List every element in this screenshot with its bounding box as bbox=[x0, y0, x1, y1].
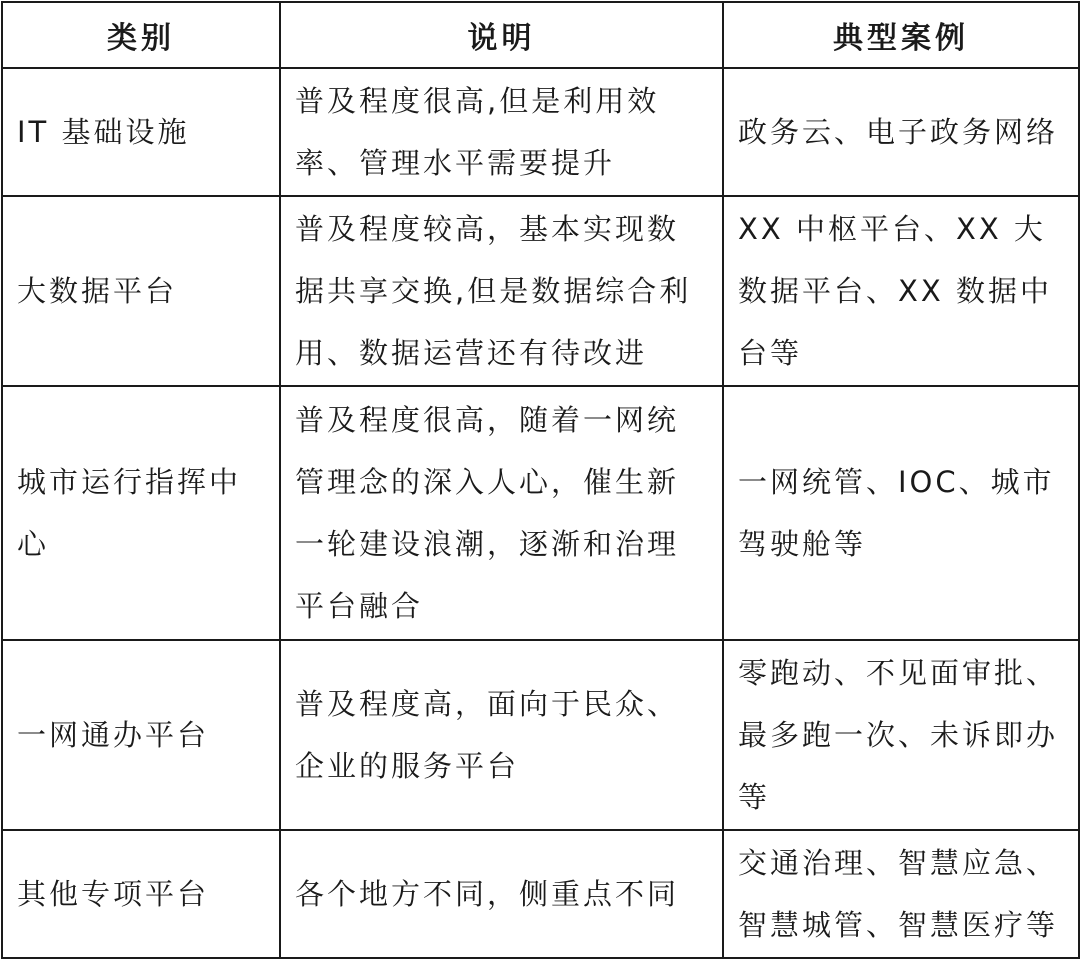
header-cases: 典型案例 bbox=[723, 2, 1079, 68]
table-row bbox=[2, 640, 1079, 830]
cell-description: 普及程度高，面向于民众、企业的服务平台 bbox=[280, 640, 723, 830]
cell-category: IT 基础设施 bbox=[2, 68, 280, 196]
cell-description: 普及程度很高,但是利用效率、管理水平需要提升 bbox=[280, 68, 723, 196]
cell-cases: XX 中枢平台、XX 大数据平台、XX 数据中台等 bbox=[723, 196, 1079, 386]
cell-category: 一网通办平台 bbox=[2, 640, 280, 830]
table-row bbox=[2, 386, 1079, 640]
cell-description: 普及程度很高，随着一网统管理念的深入人心，催生新一轮建设浪潮，逐渐和治理平台融合 bbox=[280, 386, 723, 640]
cell-cases: 一网统管、IOC、城市驾驶舱等 bbox=[723, 386, 1079, 640]
cell-description: 各个地方不同，侧重点不同 bbox=[280, 830, 723, 958]
cell-cases: 交通治理、智慧应急、智慧城管、智慧医疗等 bbox=[723, 830, 1079, 958]
cell-cases: 零跑动、不见面审批、最多跑一次、未诉即办等 bbox=[723, 640, 1079, 830]
header-category: 类别 bbox=[2, 2, 280, 68]
table-row bbox=[2, 830, 1079, 958]
cell-description: 普及程度较高，基本实现数据共享交换,但是数据综合利用、数据运营还有待改进 bbox=[280, 196, 723, 386]
table-row bbox=[2, 196, 1079, 386]
platform-table bbox=[1, 1, 1080, 959]
cell-category: 其他专项平台 bbox=[2, 830, 280, 958]
cell-category: 城市运行指挥中心 bbox=[2, 386, 280, 640]
table-header-row bbox=[2, 2, 1079, 68]
cell-category: 大数据平台 bbox=[2, 196, 280, 386]
header-description: 说明 bbox=[280, 2, 723, 68]
cell-cases: 政务云、电子政务网络 bbox=[723, 68, 1079, 196]
table-row bbox=[2, 68, 1079, 196]
